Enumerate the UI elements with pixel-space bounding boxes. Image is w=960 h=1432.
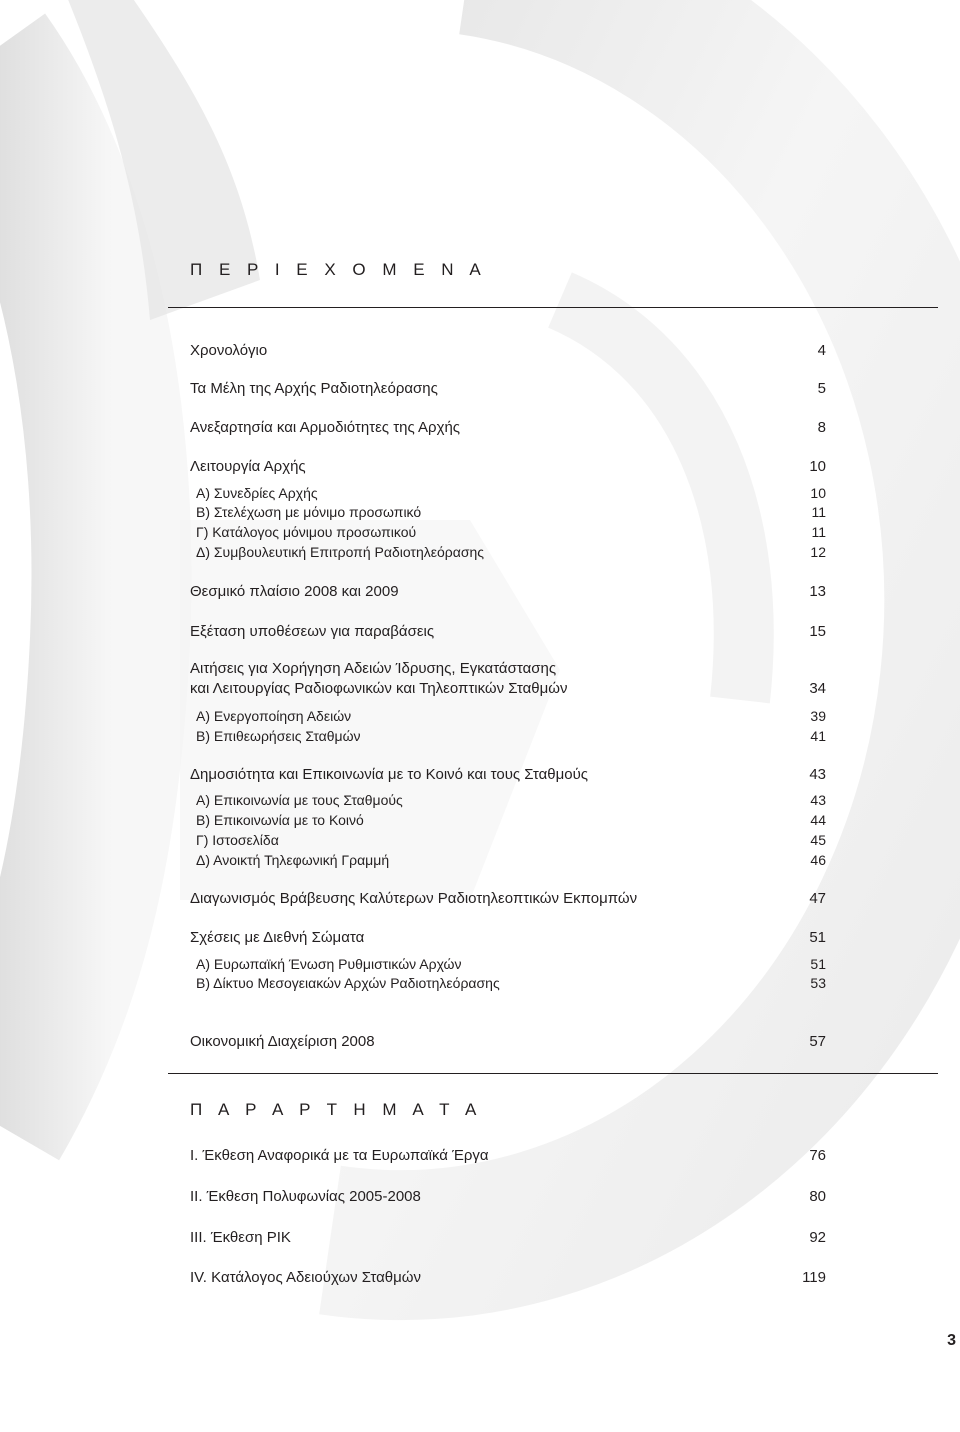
toc-entry-page: 39 <box>810 708 826 724</box>
toc-subentry[interactable] <box>196 543 826 563</box>
toc-entry-title: IV. Κατάλογος Αδειούχων Σταθμών <box>190 1269 421 1286</box>
toc-entry-page: 12 <box>810 544 826 560</box>
toc-entry-page: 41 <box>810 728 826 744</box>
toc-entry-page: 13 <box>809 583 826 600</box>
toc-entry-title: III. Έκθεση ΡΙΚ <box>190 1229 291 1246</box>
toc-entry-page: 15 <box>809 623 826 640</box>
toc-entry-title: Β) Δίκτυο Μεσογειακών Αρχών Ραδιοτηλεόρασης <box>196 975 500 991</box>
toc-entry[interactable] <box>190 582 826 602</box>
toc-entry[interactable] <box>190 765 826 785</box>
toc-subentry[interactable] <box>196 974 826 994</box>
toc-entry-page: 11 <box>811 524 826 540</box>
toc-entry[interactable] <box>190 457 826 477</box>
toc-entry-title: Τα Μέλη της Αρχής Ραδιοτηλεόρασης <box>190 380 438 397</box>
toc-entry-page: 34 <box>809 680 826 697</box>
toc-entry-title: Οικονομική Διαχείριση 2008 <box>190 1033 375 1050</box>
toc-entry-page: 43 <box>810 792 826 808</box>
toc-entry-page: 10 <box>810 485 826 501</box>
toc-entry-title: Β) Επιθεωρήσεις Σταθμών <box>196 728 361 744</box>
toc-entry-page: 51 <box>809 929 826 946</box>
toc-entry-title: Λειτουργία Αρχής <box>190 458 306 475</box>
toc-entry-page: 11 <box>811 504 826 520</box>
toc-entry-title: Α) Συνεδρίες Αρχής <box>196 485 318 501</box>
toc-entry-title: Δ) Ανοικτή Τηλεφωνική Γραμμή <box>196 852 390 868</box>
toc-entry-page: 44 <box>810 812 826 828</box>
toc-entry[interactable] <box>190 889 826 909</box>
toc-entry-page: 53 <box>810 975 826 991</box>
toc-entry-title: Α) Ενεργοποίηση Αδειών <box>196 708 352 724</box>
contents-divider <box>168 307 938 308</box>
toc-entry-title: Αιτήσεις για Χορήγηση Αδειών Ίδρυσης, Εγκατάστασης <box>190 660 557 677</box>
toc-entry[interactable] <box>190 1032 826 1052</box>
page-number: 3 <box>947 1332 956 1349</box>
toc-subentry[interactable] <box>196 791 826 811</box>
toc-subentry[interactable] <box>196 503 826 523</box>
toc-subentry[interactable] <box>196 955 826 975</box>
toc-entry-title: Γ) Κατάλογος μόνιμου προσωπικού <box>196 524 417 540</box>
toc-entry-title: Γ) Ιστοσελίδα <box>196 832 279 848</box>
toc-entry-title: Δ) Συμβουλευτική Επιτροπή Ραδιοτηλεόρασης <box>196 544 485 560</box>
toc-subentry[interactable] <box>196 484 826 504</box>
toc-entry-page: 43 <box>809 766 826 783</box>
toc-entry-page: 47 <box>809 890 826 907</box>
toc-entry-title: Εξέταση υποθέσεων για παραβάσεις <box>190 623 435 640</box>
toc-entry-page: 10 <box>809 458 826 475</box>
toc-entry[interactable] <box>190 622 826 642</box>
toc-entry-page: 57 <box>809 1033 826 1050</box>
toc-entry-title: Σχέσεις με Διεθνή Σώματα <box>190 929 365 946</box>
toc-entry-page: 51 <box>810 956 826 972</box>
toc-subentry[interactable] <box>196 523 826 543</box>
toc-subentry[interactable] <box>196 831 826 851</box>
appendix-entry[interactable] <box>190 1187 826 1207</box>
toc-entry[interactable] <box>190 928 826 948</box>
toc-subentry[interactable] <box>196 707 826 727</box>
toc-entry-title: II. Έκθεση Πολυφωνίας 2005-2008 <box>190 1188 421 1205</box>
toc-entry-page: 119 <box>802 1269 826 1286</box>
toc-entry-page: 4 <box>817 342 826 359</box>
toc-subentry[interactable] <box>196 851 826 871</box>
appendix-entry[interactable] <box>190 1268 826 1288</box>
appendices-heading: Π Α Ρ Α Ρ Τ Η Μ Α Τ Α <box>190 1100 483 1119</box>
toc-entry[interactable] <box>190 659 826 699</box>
toc-entry-title: Δημοσιότητα και Επικοινωνία με το Κοινό και τους Σταθμούς <box>190 766 589 783</box>
toc-entry[interactable] <box>190 341 826 361</box>
toc-subentry[interactable] <box>196 727 826 747</box>
toc-entry-page: 80 <box>809 1188 826 1205</box>
toc-entry-title: Β) Επικοινωνία με το Κοινό <box>196 812 364 828</box>
toc-entry-title: Β) Στελέχωση με μόνιμο προσωπικό <box>196 504 422 520</box>
contents-heading: Π Ε Ρ Ι Ε Χ Ο Μ Ε Ν Α <box>190 260 487 279</box>
appendix-entry[interactable] <box>190 1146 826 1166</box>
toc-entry-title: Α) Επικοινωνία με τους Σταθμούς <box>196 792 403 808</box>
toc-entry-page: 45 <box>810 832 826 848</box>
toc-entry-title: Διαγωνισμός Βράβευσης Καλύτερων Ραδιοτηλεοπτικών Εκπομπών <box>190 890 638 907</box>
toc-entry[interactable] <box>190 418 826 438</box>
toc-subentry[interactable] <box>196 811 826 831</box>
toc-entry-title: Ανεξαρτησία και Αρμοδιότητες της Αρχής <box>190 419 461 436</box>
toc-entry-title: Χρονολόγιο <box>190 342 268 359</box>
appendices-divider <box>168 1073 938 1074</box>
toc-entry-page: 92 <box>809 1229 826 1246</box>
toc-entry-title: I. Έκθεση Αναφορικά με τα Ευρωπαϊκά Έργα <box>190 1147 489 1164</box>
toc-entry-title-line2: και Λειτουργίας Ραδιοφωνικών και Τηλεοπτικών Σταθμών <box>190 680 568 697</box>
appendix-entry[interactable] <box>190 1228 826 1248</box>
toc-entry[interactable] <box>190 379 826 399</box>
toc-entry-page: 46 <box>810 852 826 868</box>
toc-entry-page: 76 <box>809 1147 826 1164</box>
toc-entry-page: 5 <box>817 380 826 397</box>
toc-entry-page: 8 <box>817 419 826 436</box>
toc-entry-title: Α) Ευρωπαϊκή Ένωση Ρυθμιστικών Αρχών <box>196 956 462 972</box>
toc-entry-title: Θεσμικό πλαίσιο 2008 και 2009 <box>190 583 399 600</box>
